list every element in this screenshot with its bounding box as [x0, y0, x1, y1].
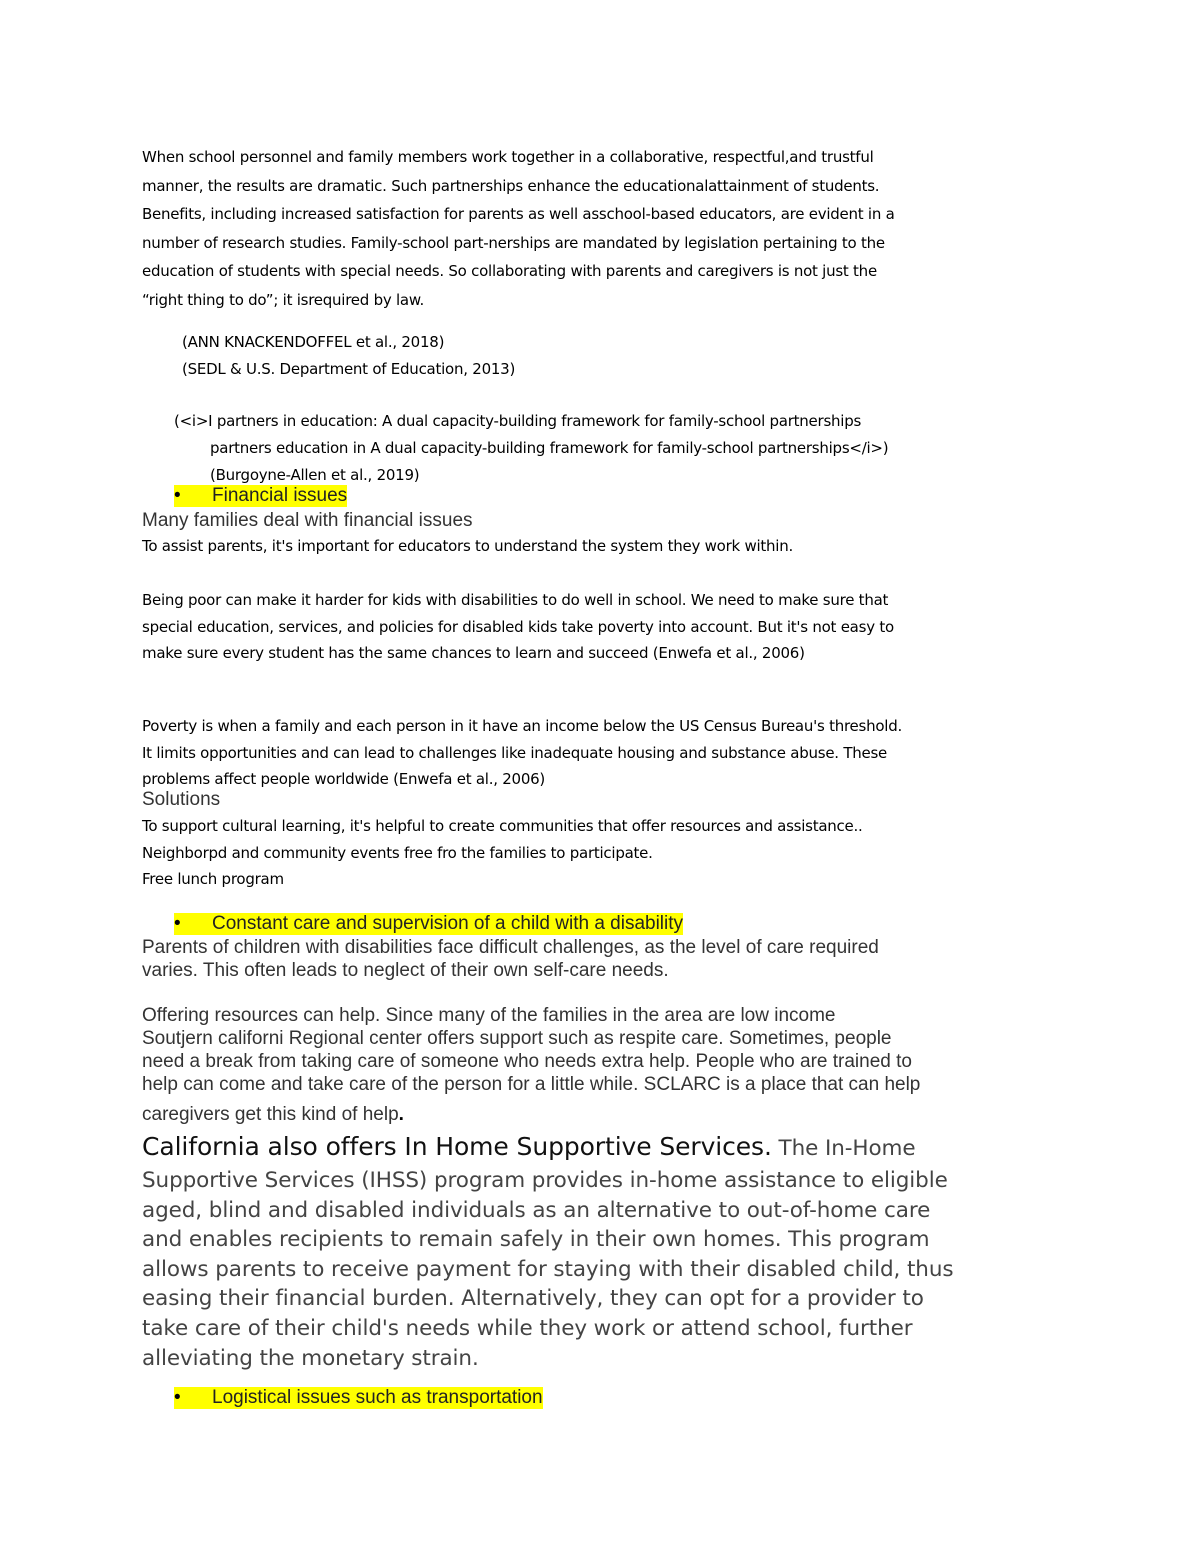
paragraph-line: make sure every student has the same chances to learn and succeed (Enwefa et al., 2006) — [142, 644, 805, 662]
bullet-dot: • — [174, 913, 212, 935]
ihss-title-tail: The In-Home — [771, 1136, 916, 1161]
ihss-line: alleviating the monetary strain. — [142, 1345, 479, 1371]
intro-line: “right thing to do”; it isrequired by law. — [142, 290, 424, 309]
financial-paragraph-poverty-school — [142, 587, 894, 667]
ihss-title: California also offers In Home Supportive Services. — [142, 1132, 772, 1161]
intro-paragraph — [142, 143, 895, 314]
financial-line1: To assist parents, it's important for educators to understand the system they work within. — [142, 537, 793, 555]
ihss-line: and enables recipients to remain safely in their own homes. This program — [142, 1227, 930, 1253]
paragraph-line: It limits opportunities and can lead to challenges like inadequate housing and substance abuse. These — [142, 743, 888, 762]
care-paragraph-challenges — [142, 936, 879, 982]
heading-logistical-issues: Logistical issues such as transportation — [212, 1387, 543, 1408]
citation-block — [182, 329, 515, 383]
paragraph-line: Poverty is when a family and each person in it have an income below the US Census Bureau's threshold. — [142, 717, 902, 735]
paragraph-line: varies. This often leads to neglect of their own self-care needs. — [142, 960, 669, 981]
ihss-line: Supportive Services (IHSS) program provides in-home assistance to eligible — [142, 1168, 948, 1193]
period-mark: . — [398, 1104, 404, 1125]
paragraph-line: help can come and take care of the person for a little while. SCLARC is a place that can help — [142, 1074, 921, 1095]
intro-line: education of students with special needs. So collaborating with parents and caregivers is not just the — [142, 262, 877, 280]
solutions-label: Solutions — [142, 789, 221, 810]
ihss-paragraph — [142, 1130, 1062, 1373]
ihss-title-line — [142, 1130, 1062, 1166]
citation-burgoyne: (Burgoyne-Allen et al., 2019) — [210, 466, 420, 484]
bullet-dot: • — [174, 485, 212, 507]
heading-financial-issues: Financial issues — [212, 485, 348, 506]
bullet-financial-issues — [174, 485, 347, 507]
solution-item: Free lunch program — [142, 870, 284, 888]
ihss-line: allows parents to receive payment for staying with their disabled child, thus — [142, 1256, 954, 1282]
citation-partners-line2: partners education in A dual capacity-building framework for family-school partnerships</i>) — [210, 439, 889, 457]
paragraph-line: need a break from taking care of someone who needs extra help. People who are trained to — [142, 1051, 912, 1072]
citation-partners-line1: (<i>I partners in education: A dual capacity-building framework for family-school partnerships — [174, 412, 862, 430]
ihss-line: easing their financial burden. Alternatively, they can opt for a provider to — [142, 1286, 924, 1312]
intro-line: manner, the results are dramatic. Such partnerships enhance the educationalattainment of students. — [142, 176, 880, 195]
bullet-logistical-issues — [174, 1387, 543, 1409]
paragraph-line: special education, services, and policies for disabled kids take poverty into account. But it's not easy to — [142, 617, 894, 636]
citation-sedl: (SEDL & U.S. Department of Education, 2013) — [182, 360, 516, 378]
bullet-constant-care — [174, 913, 683, 935]
caregivers-text: caregivers get this kind of help — [142, 1104, 399, 1125]
financial-paragraph-poverty-definition — [142, 713, 902, 793]
paragraph-line-last — [142, 1103, 920, 1126]
paragraph-line: Soutjern californi Regional center offers support such as respite care. Sometimes, people — [142, 1028, 892, 1049]
citation-partners — [174, 408, 1074, 489]
solution-item: To support cultural learning, it's helpful to create communities that offer resources and assistance.. — [142, 817, 863, 835]
paragraph-line: Offering resources can help. Since many of the families in the area are low income — [142, 1005, 836, 1026]
intro-line: number of research studies. Family-school part-nerships are mandated by legislation pertaining to the — [142, 233, 885, 252]
solutions-list — [142, 813, 863, 893]
care-paragraph-resources — [142, 1004, 920, 1126]
solution-item: Neighborpd and community events free fro the families to participate. — [142, 843, 653, 862]
paragraph-line: problems affect people worldwide (Enwefa et al., 2006) — [142, 770, 546, 788]
citation-knackendoffel: (ANN KNACKENDOFFEL et al., 2018) — [182, 333, 445, 351]
paragraph-line: Being poor can make it harder for kids with disabilities to do well in school. We need to make sure that — [142, 591, 889, 609]
ihss-line: take care of their child's needs while they work or attend school, further — [142, 1315, 913, 1341]
financial-subtitle: Many families deal with financial issues — [142, 510, 473, 531]
bullet-dot: • — [174, 1387, 212, 1409]
paragraph-line: Parents of children with disabilities face difficult challenges, as the level of care required — [142, 937, 879, 958]
heading-constant-care: Constant care and supervision of a child with a disability — [212, 913, 684, 934]
intro-line: When school personnel and family members work together in a collaborative, respectful,and trustful — [142, 148, 874, 166]
intro-line: Benefits, including increased satisfaction for parents as well asschool-based educators, are evident in a — [142, 205, 895, 223]
ihss-line: aged, blind and disabled individuals as an alternative to out-of-home care — [142, 1197, 931, 1223]
